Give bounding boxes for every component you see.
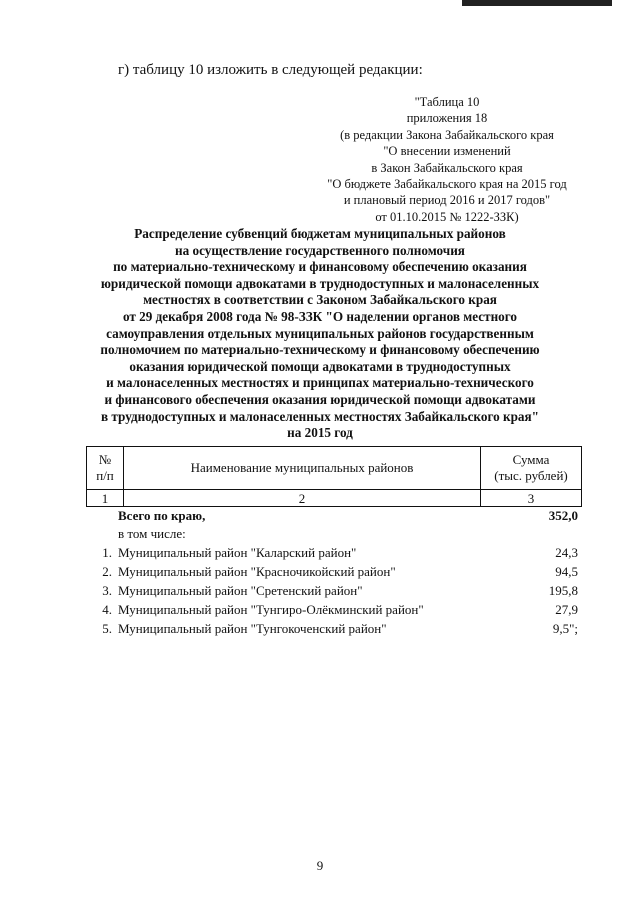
reference-line: (в редакции Закона Забайкальского края <box>340 127 554 142</box>
table-row <box>86 543 582 562</box>
table-reference-block <box>312 94 582 225</box>
heading-line: юридической помощи адвокатами в труднодоступных и малонаселенных <box>100 275 540 291</box>
table-row <box>86 619 582 638</box>
row-number: 5. <box>102 621 112 636</box>
heading-line: на 2015 год <box>287 425 353 441</box>
row-number: 4. <box>102 602 112 617</box>
intro-text: г) таблицу 10 изложить в следующей редакции: <box>118 62 423 78</box>
heading-line: оказания юридической помощи адвокатами в труднодоступных <box>129 358 511 374</box>
row-name: Муниципальный район "Тунгокоченский район" <box>118 621 387 636</box>
row-value: 195,8 <box>548 583 578 598</box>
row-value: 24,3 <box>555 545 578 560</box>
heading-line: местностях в соответствии с Законом Забайкальского края <box>143 292 497 308</box>
heading-line: и малонаселенных местностях и принципах материально-технического <box>106 375 534 391</box>
total-label: Всего по краю, <box>118 508 206 523</box>
table-header <box>86 446 582 507</box>
column-number-cell: 1 <box>87 490 124 507</box>
subtitle-label: в том числе: <box>118 526 186 541</box>
row-value: 27,9 <box>555 602 578 617</box>
column-number-cell: 3 <box>481 490 582 507</box>
heading-line: на осуществление государственного полномочия <box>175 242 465 258</box>
row-name: Муниципальный район "Тунгиро-Олёкминский район" <box>118 602 424 617</box>
heading-line: полномочием по материально-техническому и финансовому обеспечению <box>100 342 540 358</box>
total-row <box>86 506 582 525</box>
row-name: Муниципальный район "Каларский район" <box>118 545 357 560</box>
header-sum-cell: Сумма (тыс. рублей) <box>481 447 582 490</box>
heading-line: и финансового обеспечения оказания юридической помощи адвокатами <box>104 391 536 407</box>
row-value: 9,5"; <box>552 621 578 636</box>
document-heading <box>60 226 580 442</box>
table-row <box>86 581 582 600</box>
reference-line: и плановый период 2016 и 2017 годов" <box>343 193 551 208</box>
heading-line: от 29 декабря 2008 года № 98-ЗЗК "О наделении органов местного <box>122 308 518 324</box>
reference-line: приложения 18 <box>406 111 488 126</box>
table-row <box>86 562 582 581</box>
row-name: Муниципальный район "Сретенский район" <box>118 583 363 598</box>
header-name-cell: Наименование муниципальных районов <box>124 447 481 490</box>
reference-line: "Таблица 10 <box>414 95 480 109</box>
row-number: 1. <box>102 545 112 560</box>
row-number: 3. <box>102 583 112 598</box>
table-body <box>86 506 582 638</box>
heading-line: в труднодоступных и малонаселенных местностях Забайкальского края" <box>101 408 539 424</box>
heading-line: по материально-техническому и финансовому обеспечению оказания <box>113 259 527 275</box>
reference-line: в Закон Забайкальского края <box>371 160 523 175</box>
heading-line: Распределение субвенций бюджетам муниципальных районов <box>134 226 506 241</box>
scan-edge-mark <box>462 0 612 6</box>
total-value: 352,0 <box>548 508 578 523</box>
reference-line: "О внесении изменений <box>383 144 511 159</box>
page-number: 9 <box>316 858 324 873</box>
table-row <box>86 600 582 619</box>
reference-line: "О бюджете Забайкальского края на 2015 год <box>327 177 567 192</box>
reference-line: от 01.10.2015 № 1222-ЗЗК) <box>375 209 519 224</box>
subtitle-row <box>86 525 582 543</box>
row-name: Муниципальный район "Красночикойский район" <box>118 564 396 579</box>
row-number: 2. <box>102 564 112 579</box>
column-number-cell: 2 <box>124 490 481 507</box>
header-number-cell: № п/п <box>87 447 124 490</box>
heading-line: самоуправления отдельных муниципальных районов государственным <box>106 325 534 341</box>
row-value: 94,5 <box>555 564 578 579</box>
